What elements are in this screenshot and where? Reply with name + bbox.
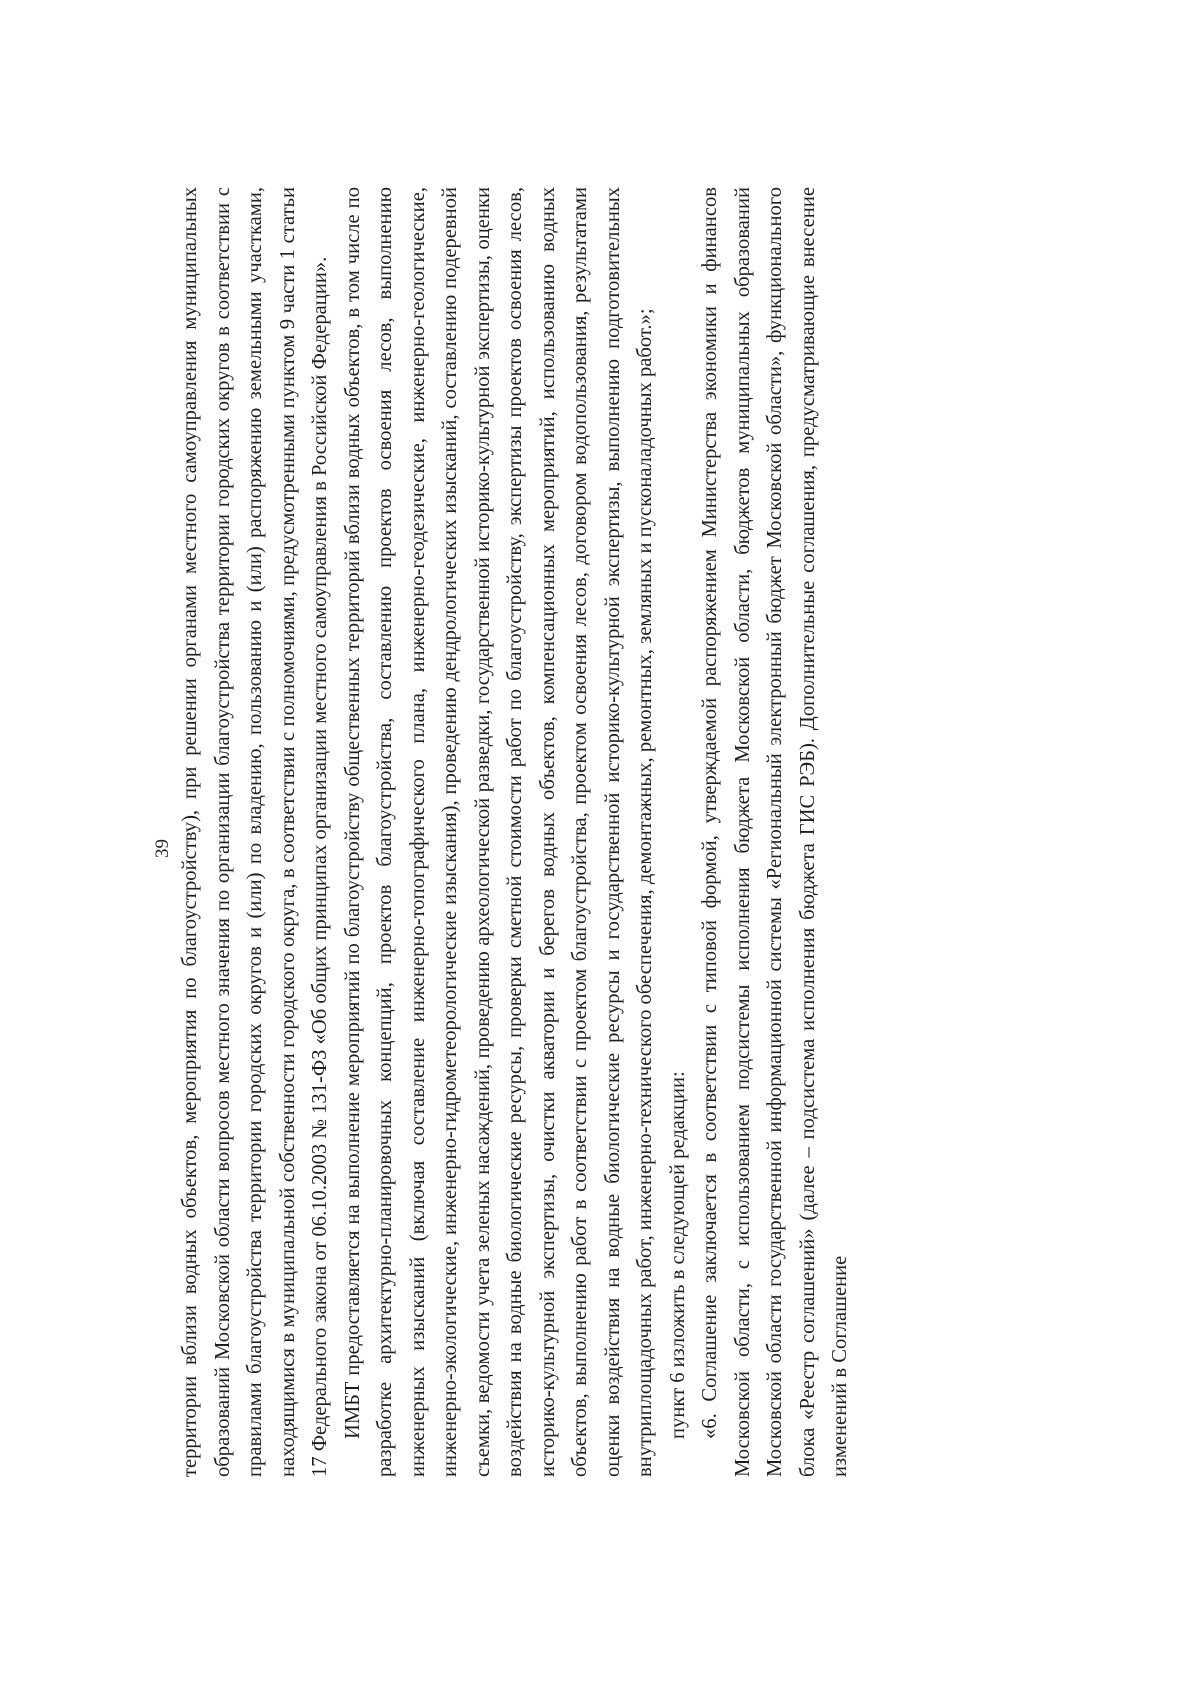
document-body bbox=[174, 187, 857, 1477]
paragraph-1: территории вблизи водных объектов, мероприятия по благоустройству), при решении органами местного самоуправления муниципальных образований Московской области вопросов местного значения по организации благоустройства территории городских округов в соответствии с правилами благоустройства территории городских округов и (или) по владению, пользованию и (или) распоряжению земельными участками, находящимися в муниципальной собственности городского округа, в соответствии с полномочиями, предусмотренными пунктом 9 части 1 статьи 17 Федерального закона от 06.10.2003 № 131-ФЗ «Об общих принципах организации местного самоуправления в Российской Федерации». bbox=[179, 187, 331, 1477]
paragraph-2: ИМБТ предоставляется на выполнение мероприятий по благоустройству общественных территорий вблизи водных объектов, в том числе по разработке архитектурно-планировочных концепций, проектов благоустройства, составлению проектов освоения лесов, выполнению инженерных изысканий (включая составление инженерно-топографического плана, инженерно-геодезические, инженерно-геологические, инженерно-экологические, инженерно-гидрометеорологические изыскания), проведению дендрологических изысканий, составлению подеревной съемки, ведомости учета зеленых насаждений, проведению археологической разведки, государственной историко-культурной экспертизы, оценки воздействия на водные биологические ресурсы, проверки сметной стоимости работ по благоустройству, экспертизы проектов освоения лесов, историко-культурной экспертизы, очистки акватории и берегов водных объектов, компенсационных мероприятий, использованию водных объектов, выполнению работ в соответствии с проектом благоустройства, проектом освоения лесов, договором водопользования, результатами оценки воздействия на водные биологические ресурсы и государственной историко-культурной экспертизы, выполнению подготовительных внутриплощадочных работ, инженерно-технического обеспечения, демонтажных, ремонтных, земляных и пусконаладочных работ.»; bbox=[341, 187, 656, 1477]
paragraph-4: «6. Соглашение заключается в соответствии с типовой формой, утверждаемой распоряжением Министерства экономики и финансов Московской области, с использованием подсистемы исполнения бюджета Московской области, бюджетов муниципальных образований Московской области государственной информационной системы «Региональный электронный бюджет Московской области», функционального блока «Реестр соглашений» (далее – подсистема исполнения бюджета ГИС РЭБ). Дополнительные соглашения, предусматривающие внесение изменений в Соглашение bbox=[699, 187, 851, 1477]
page-number: 39 bbox=[152, 839, 173, 858]
paragraph-3: пункт 6 изложить в следующей редакции: bbox=[666, 1071, 689, 1439]
